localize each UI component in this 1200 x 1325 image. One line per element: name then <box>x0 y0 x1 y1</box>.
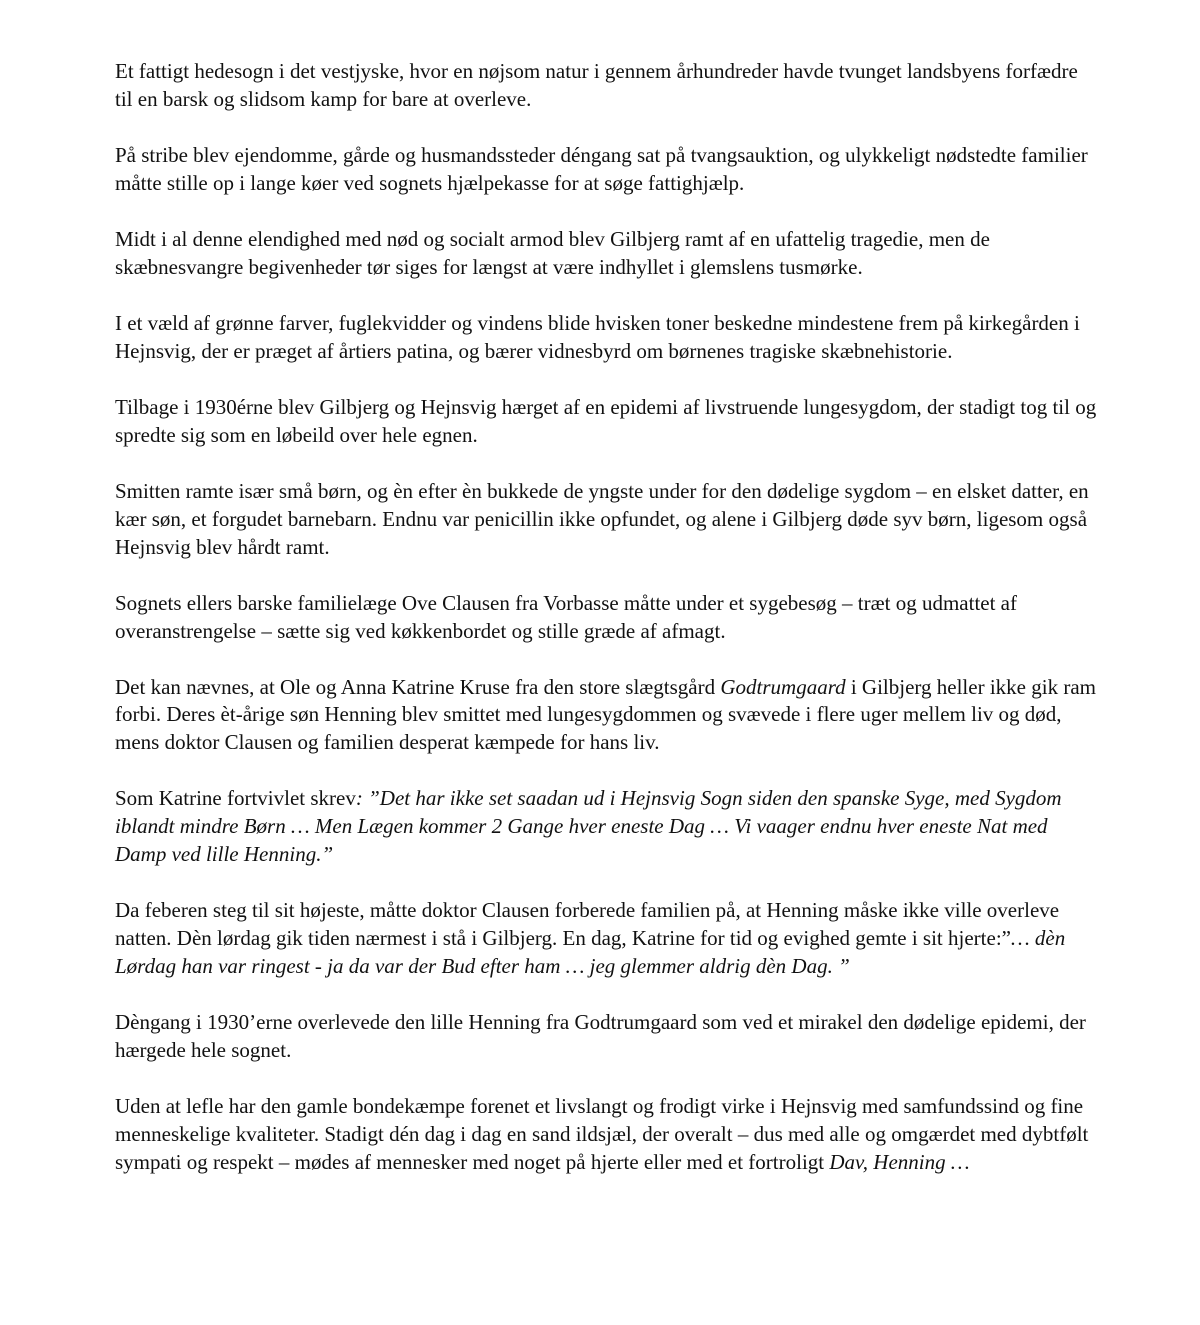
diary-quote: … dèn Lørdag han var ringest - ja da var der Bud efter ham … jeg glemmer aldrig dèn Dag. ” <box>115 926 1066 978</box>
paragraph-6: Smitten ramte især små børn, og èn efter èn bukkede de yngste under for den dødelige sygdom – en elsket datter, en kær søn, et forgudet barnebarn. Endnu var penicillin ikke opfundet, og alene i Gilbjerg døde syv børn, ligesom også Hejnsvig blev hårdt ramt. <box>115 478 1089 559</box>
letter-quote: : ”Det har ikke set saadan ud i Hejnsvig Sogn siden den spanske Syge, med Sygdom iblandt mindre Børn … Men Lægen kommer 2 Gange hver eneste Dag … Vi vaager endnu hver eneste Nat med Damp ved lille Henning.” <box>115 786 1062 867</box>
paragraph-2: På stribe blev ejendomme, gårde og husmandssteder déngang sat på tvangsauktion, og ulykkeligt nødstedte familier måtte stille op i lange køer ved sognets hjælpekasse for at søge fattighjælp. <box>115 142 1088 195</box>
paragraph-10 <box>115 897 1100 980</box>
paragraph-4: I et væld af grønne farver, fuglekvidder og vindens blide hvisken toner beskedne mindestene frem på kirkegården i Hejnsvig, der er præget af årtiers patina, og bærer vidnesbyrd om børnenes tragiske skæbnehistorie. <box>115 310 1080 363</box>
paragraph-8-text-c: i Gilbjerg heller ikke gik ram forbi. Deres èt-årige søn Henning blev smittet med lungesygdommen og svævede i flere uger mellem liv og død, mens doktor Clausen og familien desperat kæmpede for hans liv. <box>115 674 1096 755</box>
paragraph-8 <box>115 674 1100 757</box>
paragraph-5: Tilbage i 1930érne blev Gilbjerg og Hejnsvig hærget af en epidemi af livstruende lungesygdom, der stadigt tog til og spredte sig som en løbeild over hele egnen. <box>115 394 1097 447</box>
paragraph-8-text-a: Det kan nævnes, at Ole og Anna Katrine Kruse fra den store slægtsgård <box>115 674 721 699</box>
paragraph-9-intro: Som Katrine fortvivlet skrev <box>115 786 356 811</box>
paragraph-9 <box>115 785 1100 868</box>
paragraph-12-text: Uden at lefle har den gamle bondekæmpe forenet et livslangt og frodigt virke i Hejnsvig med samfundssind og fine menneskelige kvaliteter. Stadigt dén dag i dag en sand ildsjæl, der overalt – dus med alle og omgærdet med dybtfølt sympati og respekt – mødes af mennesker med noget på hjerte eller med et fortroligt <box>115 1094 1089 1174</box>
paragraph-10-text: Da feberen steg til sit højeste, måtte doktor Clausen forberede familien på, at Henning måske ikke ville overleve natten. Dèn lørdag gik tiden nærmest i stå i Gilbjerg. En dag, Katrine for tid og evighed gemte i sit hjerte:” <box>115 898 1060 951</box>
paragraph-7: Sognets ellers barske familielæge Ove Clausen fra Vorbasse måtte under et sygebesøg – træt og udmattet af overanstrengelse – sætte sig ved køkkenbordet og stille græde af afmagt. <box>115 590 1017 643</box>
paragraph-12 <box>115 1093 1100 1176</box>
farm-name-emphasis: Godtrumgaard <box>720 674 846 699</box>
paragraph-11: Dèngang i 1930’erne overlevede den lille Henning fra Godtrumgaard som ved et mirakel den dødelige epidemi, der hærgede hele sognet. <box>115 1010 1086 1062</box>
paragraph-1: Et fattigt hedesogn i det vestjyske, hvor en nøjsom natur i gennem århundreder havde tvunget landsbyens forfædre til en barsk og slidsom kamp for bare at overleve. <box>115 59 1078 111</box>
document-page <box>115 58 1100 1205</box>
greeting-emphasis: Dav, Henning … <box>829 1149 970 1174</box>
paragraph-3: Midt i al denne elendighed med nød og socialt armod blev Gilbjerg ramt af en ufattelig tragedie, men de skæbnesvangre begivenheder tør siges for længst at være indhyllet i glemslens tusmørke. <box>115 226 990 279</box>
